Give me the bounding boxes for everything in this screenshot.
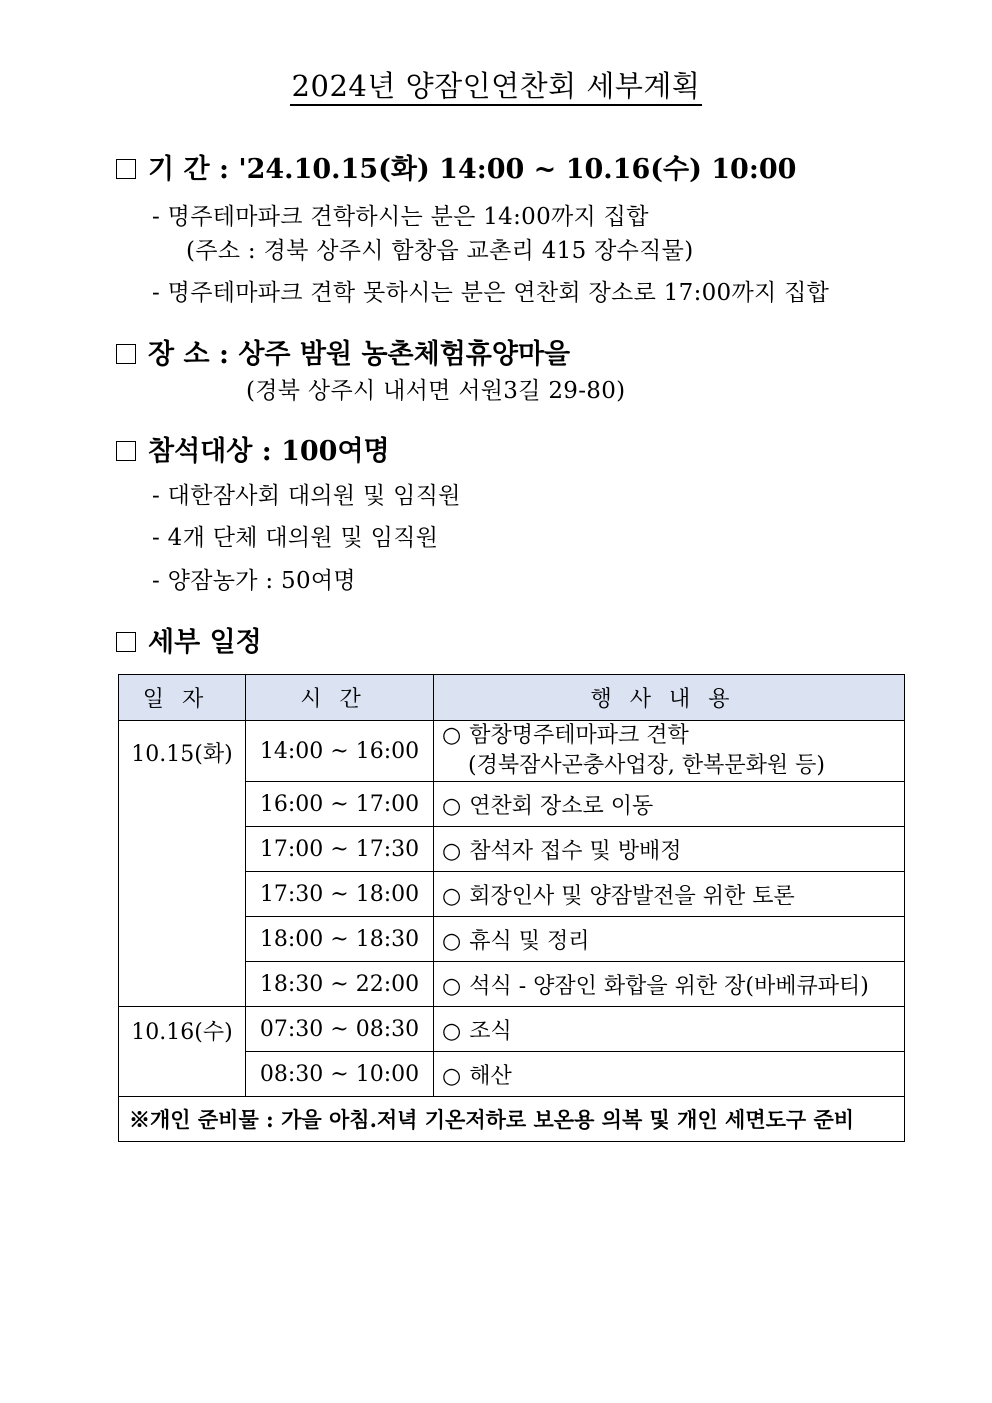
period-value: '24.10.15(화) 14:00 ~ 10.16(수) 10:00 bbox=[238, 154, 797, 185]
header-event: 행사내용 bbox=[434, 675, 905, 721]
schedule-label: 세부 일정 bbox=[148, 627, 262, 658]
schedule-heading bbox=[116, 620, 262, 659]
table-row bbox=[119, 721, 905, 782]
event-text: 연찬회 장소로 이동 bbox=[469, 793, 654, 819]
event-cell bbox=[434, 1007, 905, 1052]
event-text: 휴식 및 정리 bbox=[469, 928, 590, 954]
event-cell bbox=[434, 917, 905, 962]
circle-bullet-icon: ○ bbox=[442, 723, 462, 748]
event-text: 함창명주테마파크 견학 bbox=[469, 723, 689, 748]
circle-bullet-icon: ○ bbox=[442, 1063, 462, 1089]
attendees-item-3: - 양잠농가 : 50여명 bbox=[152, 568, 356, 594]
event-text: 해산 bbox=[469, 1063, 512, 1089]
document-title: 2024년 양잠인연찬회 세부계획 bbox=[0, 64, 992, 105]
period-item-1: - 명주테마파크 견학하시는 분은 14:00까지 집합 bbox=[152, 204, 649, 230]
attendees-item-2: - 4개 단체 대의원 및 임직원 bbox=[152, 525, 439, 551]
time-cell: 07:30 ~ 08:30 bbox=[246, 1007, 434, 1052]
event-subtext: (경북잠사곤충사업장, 한복문화원 등) bbox=[468, 753, 825, 778]
time-cell: 14:00 ~ 16:00 bbox=[246, 721, 434, 782]
circle-bullet-icon: ○ bbox=[442, 973, 462, 999]
time-cell: 18:30 ~ 22:00 bbox=[246, 962, 434, 1007]
date-cell: 10.15(화) bbox=[119, 721, 246, 1007]
event-cell bbox=[434, 962, 905, 1007]
event-text: 회장인사 및 양잠발전을 위한 토론 bbox=[469, 883, 795, 909]
event-text: 참석자 접수 및 방배정 bbox=[469, 838, 682, 864]
event-text: 조식 bbox=[469, 1018, 512, 1044]
checkbox-square-icon bbox=[116, 441, 136, 461]
venue-label: 장 소 : bbox=[148, 339, 229, 370]
event-cell bbox=[434, 872, 905, 917]
event-text: 석식 - 양잠인 화합을 위한 장(바베큐파티) bbox=[469, 973, 869, 999]
table-note-row bbox=[119, 1097, 905, 1142]
circle-bullet-icon: ○ bbox=[442, 838, 462, 864]
event-cell bbox=[434, 782, 905, 827]
event-cell bbox=[434, 827, 905, 872]
table-header-row bbox=[119, 675, 905, 721]
time-cell: 08:30 ~ 10:00 bbox=[246, 1052, 434, 1097]
attendees-value: 100여명 bbox=[281, 436, 390, 467]
table-row bbox=[119, 1007, 905, 1052]
attendees-item-1: - 대한잠사회 대의원 및 임직원 bbox=[152, 483, 461, 509]
attendees-label: 참석대상 : bbox=[148, 436, 272, 467]
venue-address: (경북 상주시 내서면 서원3길 29-80) bbox=[246, 378, 626, 404]
schedule-table bbox=[118, 674, 905, 1142]
attendees-heading bbox=[116, 429, 390, 468]
period-heading bbox=[116, 147, 796, 186]
circle-bullet-icon: ○ bbox=[442, 793, 462, 819]
circle-bullet-icon: ○ bbox=[442, 928, 462, 954]
preparation-note: ※개인 준비물 : 가을 아침.저녁 기온저하로 보온용 의복 및 개인 세면도구 준비 bbox=[119, 1097, 905, 1142]
time-cell: 17:00 ~ 17:30 bbox=[246, 827, 434, 872]
period-item-2: (주소 : 경북 상주시 함창읍 교촌리 415 장수직물) bbox=[186, 238, 694, 264]
venue-value: 상주 밤원 농촌체험휴양마을 bbox=[238, 339, 571, 370]
header-date: 일자 bbox=[119, 675, 246, 721]
period-label: 기 간 : bbox=[148, 154, 229, 185]
checkbox-square-icon bbox=[116, 632, 136, 652]
circle-bullet-icon: ○ bbox=[442, 883, 462, 909]
circle-bullet-icon: ○ bbox=[442, 1018, 462, 1044]
event-cell bbox=[434, 721, 905, 782]
checkbox-square-icon bbox=[116, 159, 136, 179]
checkbox-square-icon bbox=[116, 344, 136, 364]
period-item-3: - 명주테마파크 견학 못하시는 분은 연찬회 장소로 17:00까지 집합 bbox=[152, 280, 830, 306]
time-cell: 18:00 ~ 18:30 bbox=[246, 917, 434, 962]
time-cell: 16:00 ~ 17:00 bbox=[246, 782, 434, 827]
date-cell: 10.16(수) bbox=[119, 1007, 246, 1097]
header-time: 시간 bbox=[246, 675, 434, 721]
time-cell: 17:30 ~ 18:00 bbox=[246, 872, 434, 917]
event-cell bbox=[434, 1052, 905, 1097]
venue-heading bbox=[116, 332, 570, 371]
